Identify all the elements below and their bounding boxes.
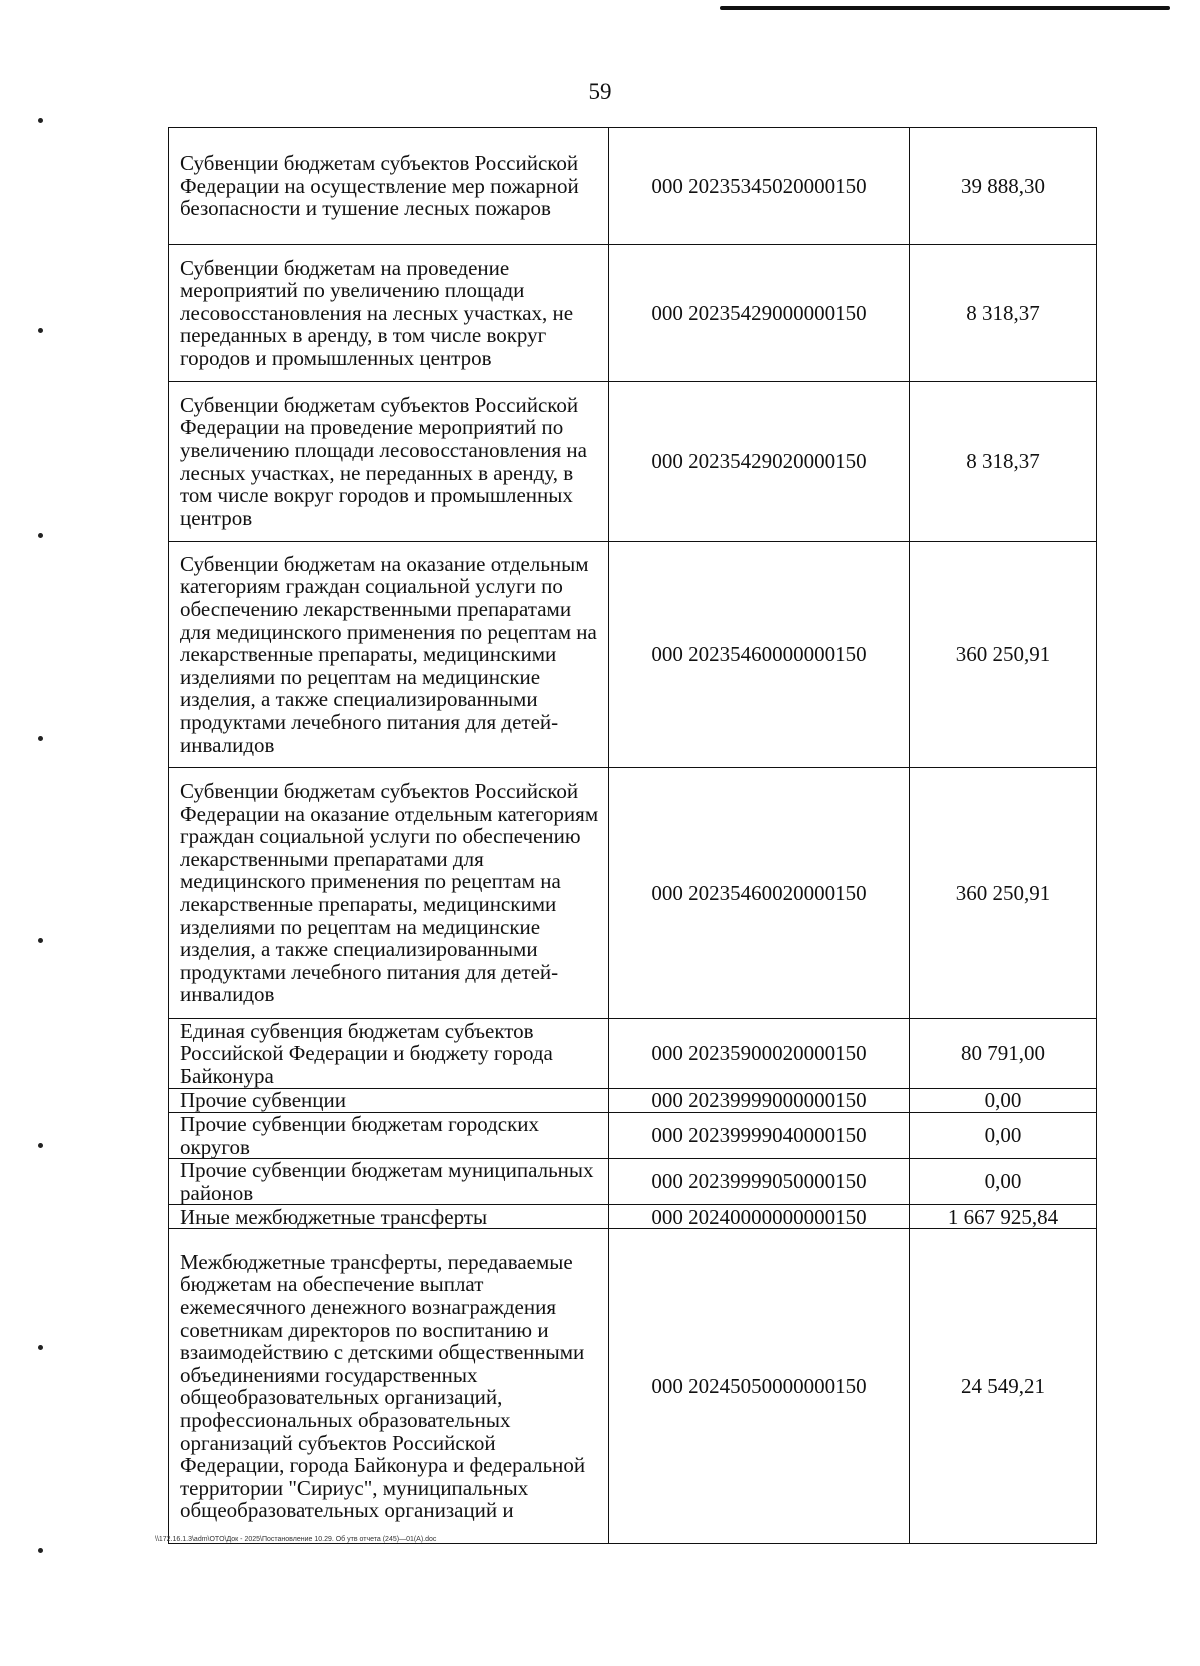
row-code: 000 20235460000000150 [609,542,910,768]
top-rule [720,6,1170,10]
margin-dot [38,118,43,123]
row-amount: 24 549,21 [910,1229,1097,1544]
row-amount: 0,00 [910,1159,1097,1205]
page-number: 59 [588,79,612,104]
row-name: Субвенции бюджетам субъектов Российской Федерации на осуществление мер пожарной безопасности и тушение лесных пожаров [169,128,609,245]
row-code: 000 20235429000000150 [609,245,910,382]
margin-dot [38,533,43,538]
table-row [169,1159,1097,1205]
table-row [169,768,1097,1019]
row-amount: 80 791,00 [910,1019,1097,1089]
margin-dot [38,736,43,741]
row-name: Субвенции бюджетам субъектов Российской Федерации на проведение мероприятий по увеличению площади лесовосстановления на лесных участках, не переданных в аренду, в том числе вокруг городов и промышленных центров [169,382,609,542]
table-row [169,128,1097,245]
margin-dot [38,1548,43,1553]
row-amount: 1 667 925,84 [910,1205,1097,1229]
row-name: Прочие субвенции бюджетам городских округов [169,1113,609,1159]
budget-table [168,127,1097,1544]
row-code: 000 20235460020000150 [609,768,910,1019]
row-amount: 39 888,30 [910,128,1097,245]
row-name: Субвенции бюджетам на оказание отдельным категориям граждан социальной услуги по обеспечению лекарственными препаратами для медицинского применения по рецептам на лекарственные препараты, медицинскими изделиями по рецептам на медицинские изделия, а также специализированными продуктами лечебного питания для детей-инвалидов [169,542,609,768]
margin-dot [38,328,43,333]
row-name: Иные межбюджетные трансферты [169,1205,609,1229]
row-code: 000 20235429020000150 [609,382,910,542]
margin-dot [38,938,43,943]
row-code: 000 20239999040000150 [609,1113,910,1159]
table-row [169,1205,1097,1229]
row-code: 000 20239999050000150 [609,1159,910,1205]
row-name: Межбюджетные трансферты, передаваемые бюджетам на обеспечение выплат ежемесячного денежного вознаграждения советникам директоров по воспитанию и взаимодействию с детскими общественными объединениями государственных общеобразовательных организаций, профессиональных образовательных организаций субъектов Российской Федерации, города Байконура и федеральной территории "Сириус", муниципальных общеобразовательных организаций и [169,1229,609,1544]
table-row [169,542,1097,768]
table-row [169,245,1097,382]
row-amount: 8 318,37 [910,382,1097,542]
table-row [169,382,1097,542]
margin-dot [38,1143,43,1148]
row-code: 000 20245050000000150 [609,1229,910,1544]
row-code: 000 20235900020000150 [609,1019,910,1089]
row-name: Прочие субвенции [169,1089,609,1113]
row-amount: 0,00 [910,1113,1097,1159]
row-code: 000 20235345020000150 [609,128,910,245]
row-name: Субвенции бюджетам на проведение мероприятий по увеличению площади лесовосстановления на лесных участках, не переданных в аренду, в том числе вокруг городов и промышленных центров [169,245,609,382]
table-row [169,1089,1097,1113]
row-name: Субвенции бюджетам субъектов Российской Федерации на оказание отдельным категориям граждан социальной услуги по обеспечению лекарственными препаратами для медицинского применения по рецептам на лекарственные препараты, медицинскими изделиями по рецептам на медицинские изделия, а также специализированными продуктами лечебного питания для детей-инвалидов [169,768,609,1019]
table-row [169,1113,1097,1159]
row-amount: 360 250,91 [910,542,1097,768]
row-code: 000 20239999000000150 [609,1089,910,1113]
table-row [169,1229,1097,1544]
row-name: Единая субвенция бюджетам субъектов Российской Федерации и бюджету города Байконура [169,1019,609,1089]
row-code: 000 20240000000000150 [609,1205,910,1229]
margin-dot [38,1345,43,1350]
row-amount: 360 250,91 [910,768,1097,1019]
row-amount: 0,00 [910,1089,1097,1113]
footer-file-path: \\172.16.1.3\adm\OTO\Док - 2025\Постановление 10.29. Об утв отчета (245)—01(А).doc [155,1536,437,1543]
row-amount: 8 318,37 [910,245,1097,382]
table-row [169,1019,1097,1089]
row-name: Прочие субвенции бюджетам муниципальных районов [169,1159,609,1205]
